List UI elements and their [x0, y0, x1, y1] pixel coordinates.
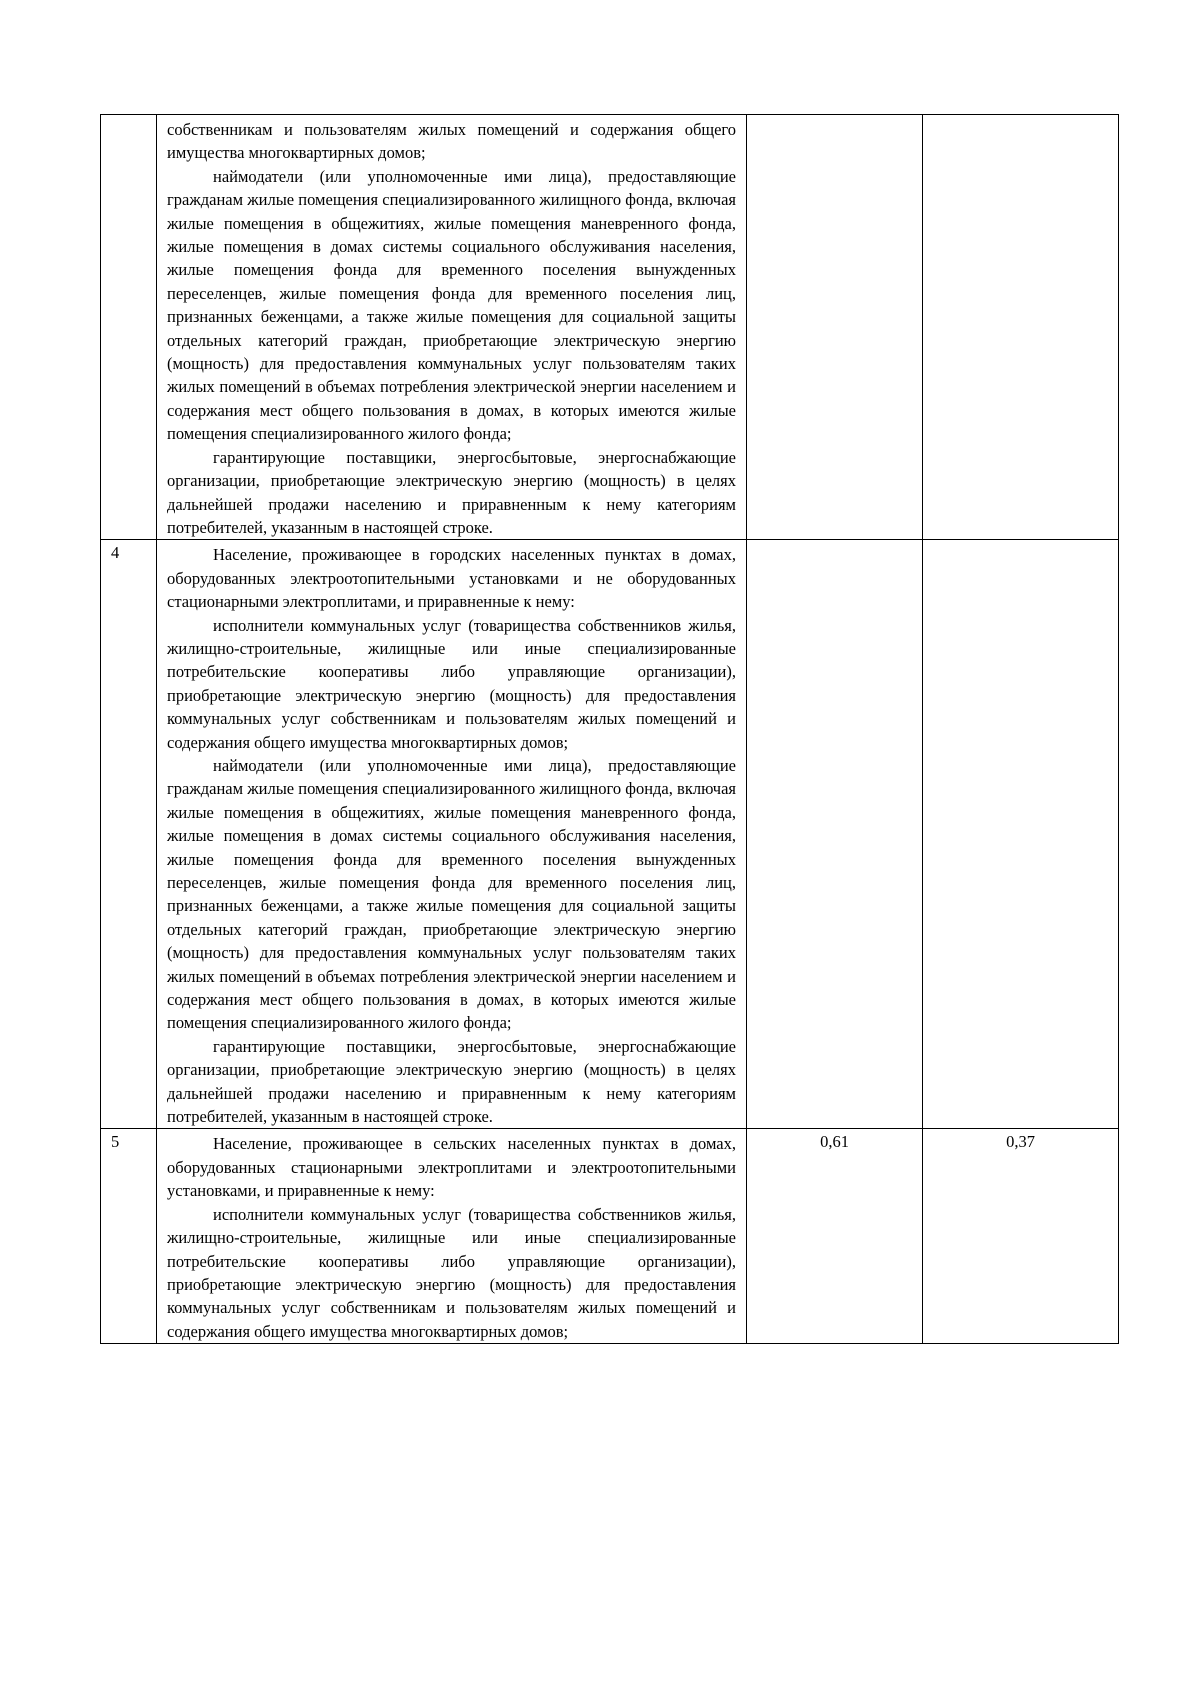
consumer-category-cell — [157, 540, 747, 1129]
table-row — [101, 540, 1119, 1129]
description-paragraph: наймодатели (или уполномоченные ими лица), предоставляющие гражданам жилые помещения специализированного жилищного фонда, включая жилые помещения в общежитиях, жилые помещения маневренного фонда, жилые помещения в домах системы социального обслуживания населения, жилые помещения фонда для временного поселения вынужденных переселенцев, жилые помещения фонда для временного поселения лиц, признанных беженцами, а также жилые помещения для социальной защиты отдельных категорий граждан, приобретающие электрическую энергию (мощность) для предоставления коммунальных услуг пользователям таких жилых помещений в объемах потребления электрической энергии населением и содержания мест общего пользования в домах, в которых имеются жилые помещения специализированного жилого фонда; — [167, 166, 736, 444]
consumer-category-cell — [157, 1129, 747, 1344]
description-paragraph: собственникам и пользователям жилых помещений и содержания общего имущества многоквартирных домов; — [167, 120, 736, 163]
row-number-cell: 4 — [101, 540, 157, 1129]
row-number-cell — [101, 115, 157, 540]
tariff-value-1-cell: 0,61 — [747, 1129, 923, 1344]
description-paragraph: гарантирующие поставщики, энергосбытовые, энергоснабжающие организации, приобретающие электрическую энергию (мощность) в целях дальнейшей продажи населению и приравненным к нему категориям потребителей, указанным в настоящей строке. — [167, 447, 736, 537]
description-paragraph: наймодатели (или уполномоченные ими лица), предоставляющие гражданам жилые помещения специализированного жилищного фонда, включая жилые помещения в общежитиях, жилые помещения маневренного фонда, жилые помещения в домах системы социального обслуживания населения, жилые помещения фонда для временного поселения вынужденных переселенцев, жилые помещения фонда для временного поселения лиц, признанных беженцами, а также жилые помещения для социальной защиты отдельных категорий граждан, приобретающие электрическую энергию (мощность) для предоставления коммунальных услуг пользователям таких жилых помещений в объемах потребления электрической энергии населением и содержания мест общего пользования в домах, в которых имеются жилые помещения специализированного жилого фонда; — [167, 755, 736, 1033]
description-paragraph: Население, проживающее в городских населенных пунктах в домах, оборудованных электроотопительными установками и не оборудованных стационарными электроплитами, и приравненные к нему: — [167, 545, 736, 612]
tariff-table — [100, 114, 1119, 1344]
description-paragraph: исполнители коммунальных услуг (товарищества собственников жилья, жилищно-строительные, жилищные или иные специализированные потребительские кооперативы либо управляющие организации), приобретающие электрическую энергию (мощность) для предоставления коммунальных услуг собственникам и пользователям жилых помещений и содержания общего имущества многоквартирных домов; — [167, 615, 736, 752]
description-paragraph: Население, проживающее в сельских населенных пунктах в домах, оборудованных стационарными электроплитами и электроотопительными установками, и приравненные к нему: — [167, 1134, 736, 1201]
tariff-value-2-cell — [923, 115, 1119, 540]
table-row — [101, 1129, 1119, 1344]
tariff-value-1-cell — [747, 540, 923, 1129]
row-number-cell: 5 — [101, 1129, 157, 1344]
tariff-value-2-cell — [923, 540, 1119, 1129]
consumer-category-cell — [157, 115, 747, 540]
tariff-value-2-cell: 0,37 — [923, 1129, 1119, 1344]
table-row — [101, 115, 1119, 540]
tariff-value-1-cell — [747, 115, 923, 540]
description-paragraph: гарантирующие поставщики, энергосбытовые, энергоснабжающие организации, приобретающие электрическую энергию (мощность) в целях дальнейшей продажи населению и приравненным к нему категориям потребителей, указанным в настоящей строке. — [167, 1036, 736, 1127]
description-paragraph: исполнители коммунальных услуг (товарищества собственников жилья, жилищно-строительные, жилищные или иные специализированные потребительские кооперативы либо управляющие организации), приобретающие электрическую энергию (мощность) для предоставления коммунальных услуг собственникам и пользователям жилых помещений и содержания общего имущества многоквартирных домов; — [167, 1204, 736, 1341]
